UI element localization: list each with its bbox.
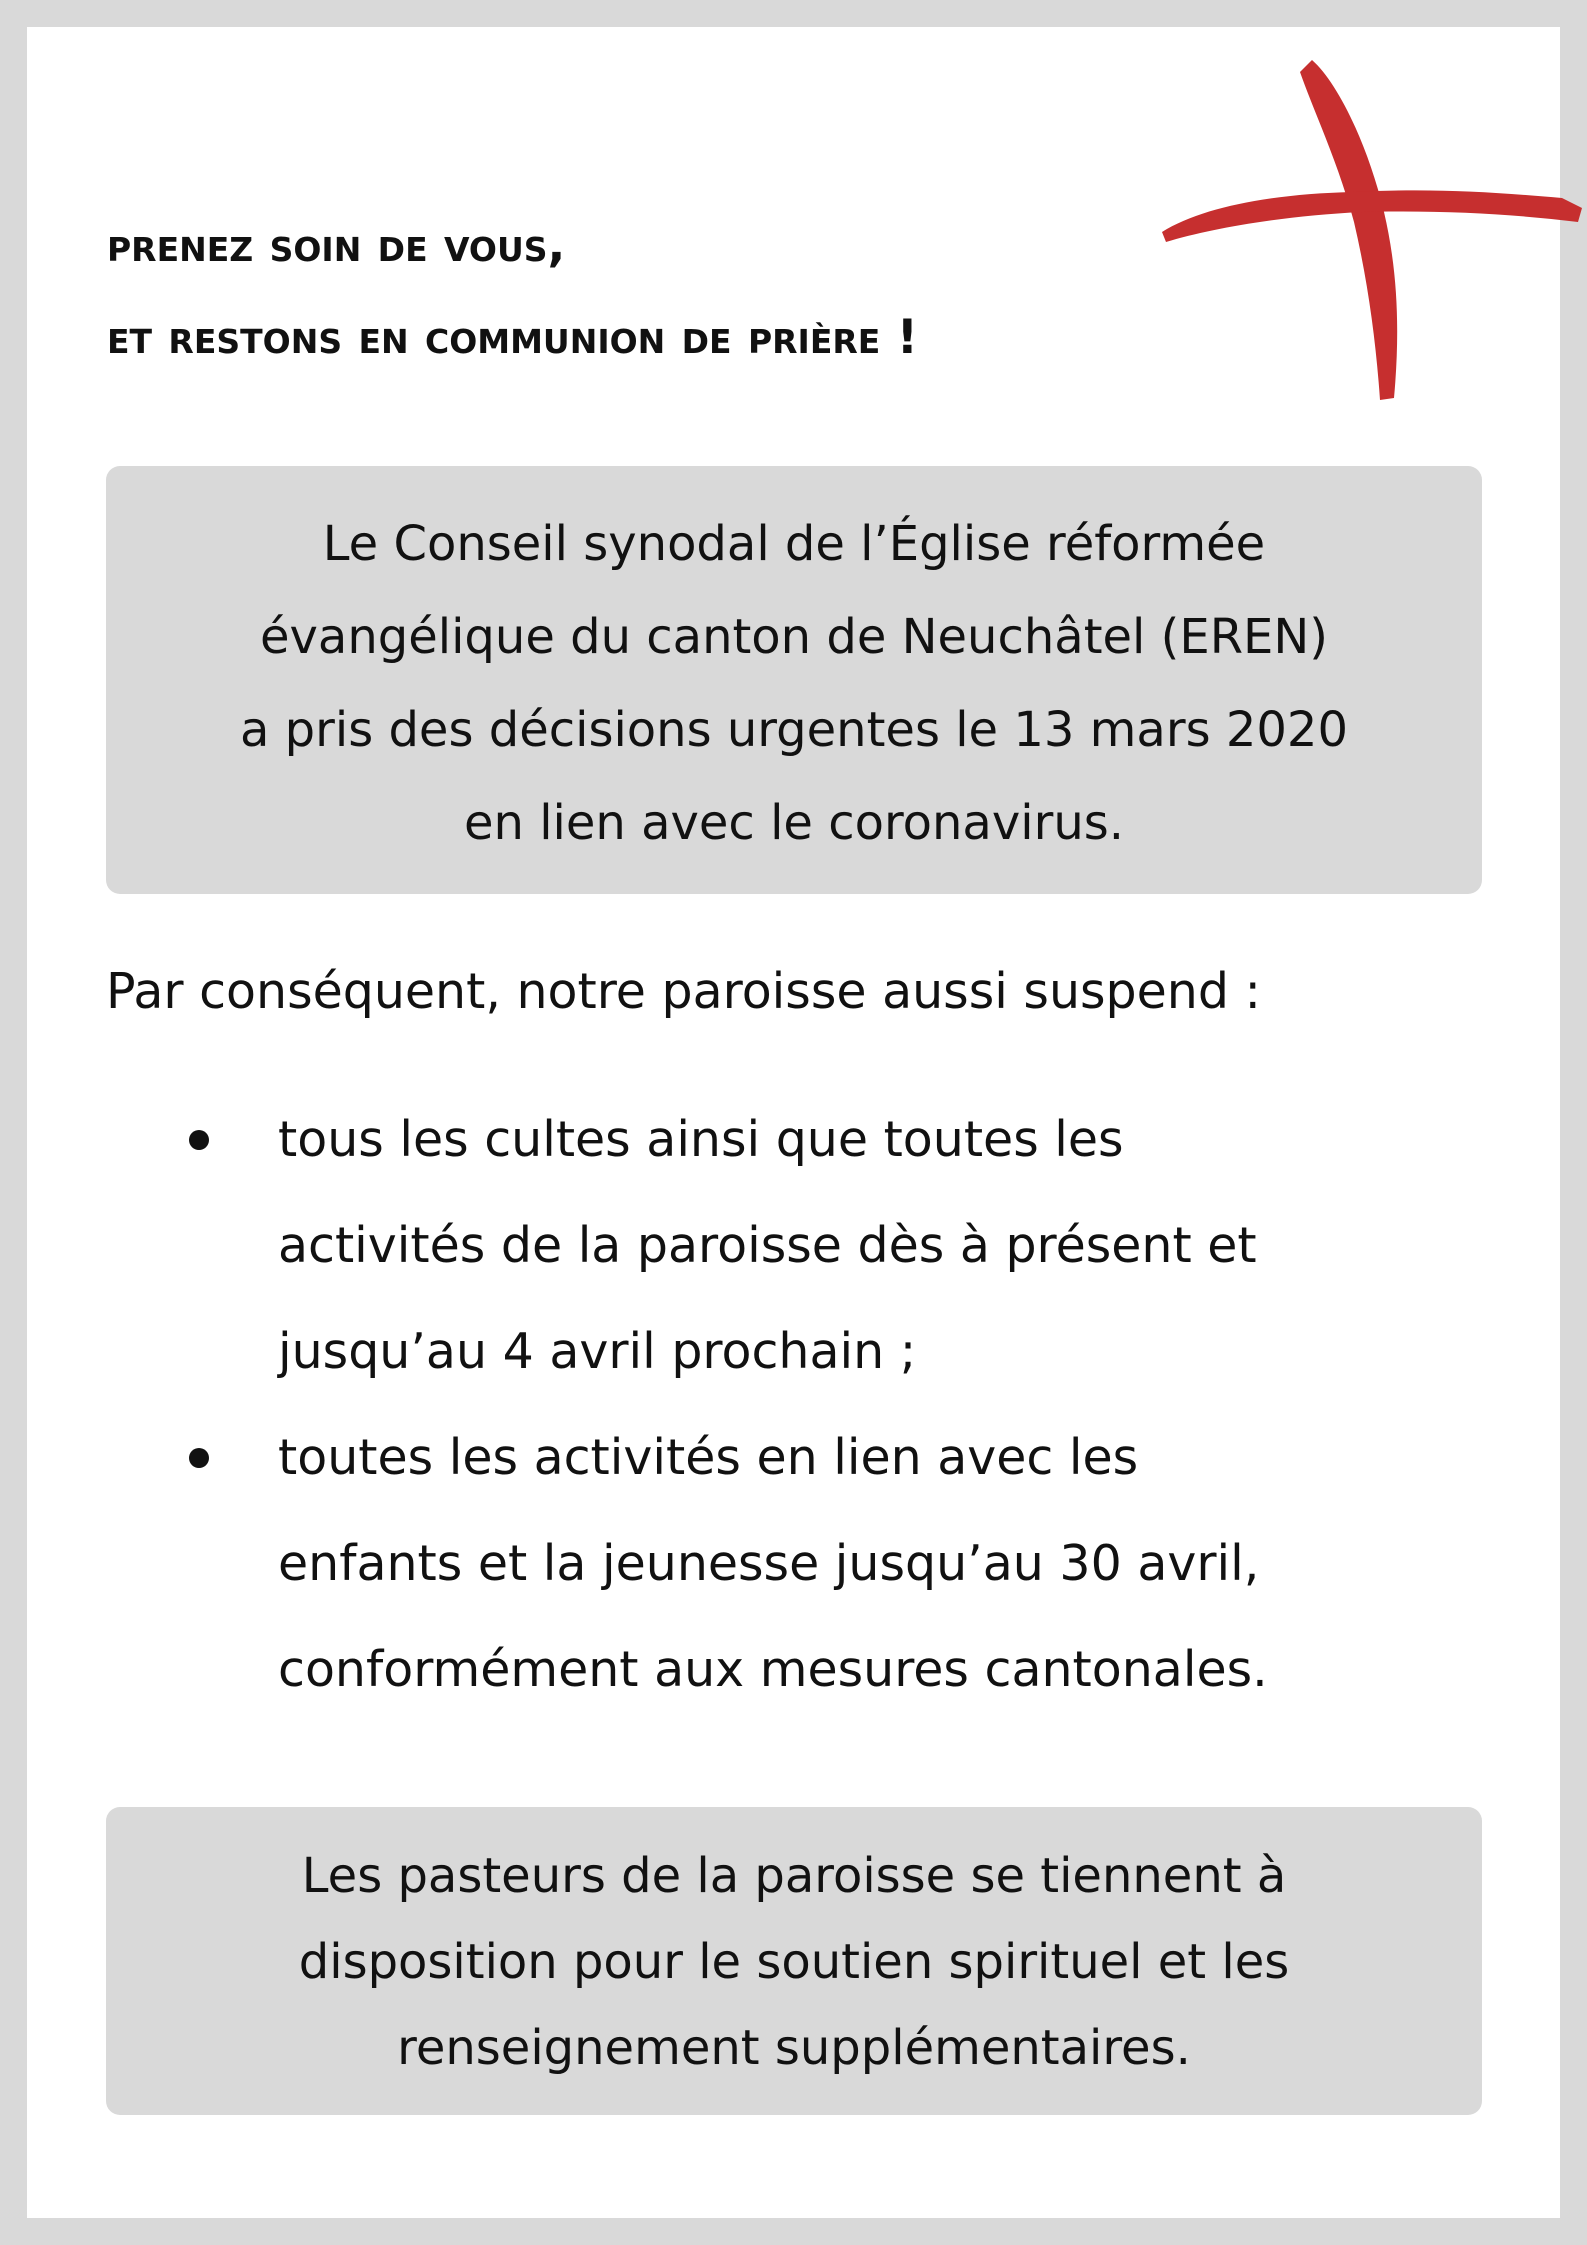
page-heading [107,200,1207,384]
list-item-line: jusqu’au 4 avril prochain ; [278,1323,917,1380]
list-item [167,1405,1467,1723]
contact-line: disposition pour le soutien spirituel et les [298,1934,1290,1990]
list-item-line: enfants et la jeunesse jusqu’au 30 avril, [278,1535,1260,1592]
list-item-line: activités de la paroisse dès à présent et [278,1217,1257,1274]
bullet-icon [189,1448,209,1468]
list-item [167,1087,1467,1405]
intro-text: Par conséquent, notre paroisse aussi suspend : [106,963,1262,1020]
contact-box [106,1807,1482,2115]
notice-line: en lien avec le coronavirus. [463,795,1125,851]
heading-line-2: et restons en communion de prière ! [107,310,919,365]
red-cross-icon [1162,42,1582,412]
flyer-page [27,27,1560,2218]
heading-line-1: prenez soin de vous, [107,218,566,273]
contact-line: renseignement supplémentaires. [397,2020,1191,2076]
notice-box [106,466,1482,894]
bullet-icon [189,1130,209,1150]
notice-line: évangélique du canton de Neuchâtel (EREN) [259,609,1329,665]
notice-line: a pris des décisions urgentes le 13 mars 2020 [239,702,1348,758]
list-item-line: toutes les activités en lien avec les [278,1429,1139,1486]
list-item-line: tous les cultes ainsi que toutes les [278,1111,1124,1168]
list-item-line: conformément aux mesures cantonales. [278,1641,1268,1698]
suspension-list [167,1087,1467,1723]
notice-line: Le Conseil synodal de l’Église réformée [322,516,1266,572]
contact-line: Les pasteurs de la paroisse se tiennent à [301,1848,1287,1904]
